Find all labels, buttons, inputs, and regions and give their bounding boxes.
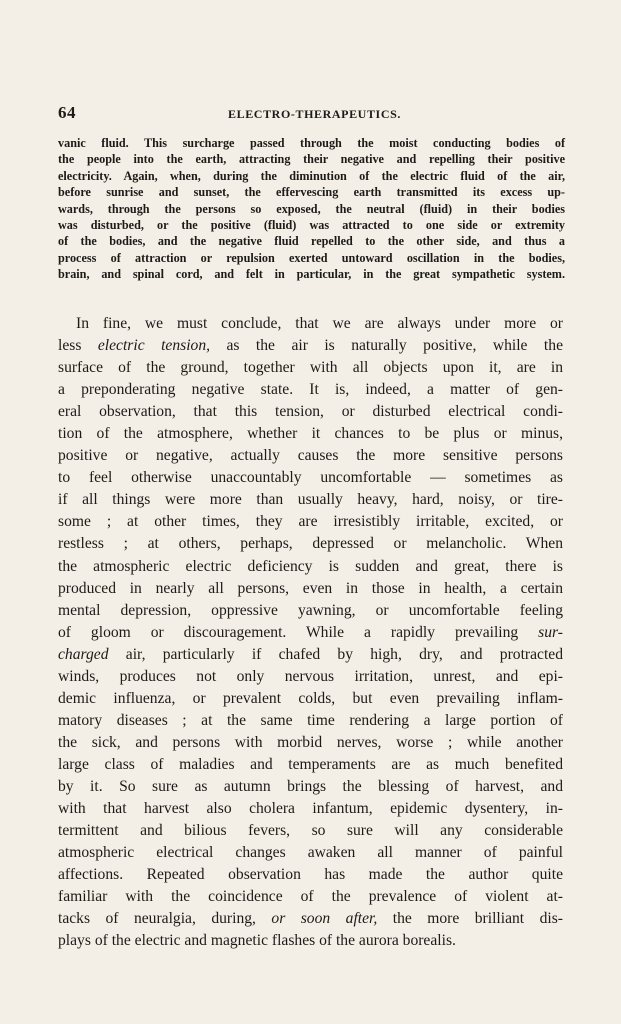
text-line: tion of the atmosphere, whether it chances to be plus or minus,	[58, 425, 563, 443]
main-paragraph	[58, 313, 563, 952]
small-type-paragraph	[58, 135, 565, 283]
text-run: of gloom or discouragement. While a rapidly prevailing	[58, 623, 539, 641]
text-line	[58, 644, 563, 666]
text-line: the people into the earth, attracting their negative and repelling their positive	[58, 152, 565, 167]
text-line: of the bodies, and the negative fluid repelled to the other side, and thus a	[58, 234, 565, 249]
text-line: with that harvest also cholera infantum, epidemic dysentery, in-	[58, 800, 563, 818]
italic-phrase: electric tension,	[97, 337, 211, 355]
text-line: some ; at other times, they are irresistibly irritable, excited, or	[58, 513, 563, 531]
text-line: before sunrise and sunset, the effervescing earth transmitted its excess up-	[58, 185, 565, 200]
text-line: familiar with the coincidence of the prevalence of violent at-	[58, 888, 563, 906]
text-line: the atmospheric electric deficiency is sudden and great, there is	[58, 557, 563, 575]
text-line	[58, 622, 563, 644]
text-line: electricity. Again, when, during the diminution of the electric fluid of the air,	[58, 168, 565, 183]
text-line	[58, 335, 563, 357]
text-line: process of attraction or repulsion exerted untoward oscillation in the bodies,	[58, 250, 565, 265]
text-line: the sick, and persons with morbid nerves, worse ; while another	[58, 733, 563, 751]
text-line: atmospheric electrical changes awaken all manner of painful	[58, 844, 563, 862]
text-line: brain, and spinal cord, and felt in particular, in the great sympathetic system.	[58, 267, 565, 282]
text-line: affections. Repeated observation has made the author quite	[58, 866, 563, 884]
text-line: restless ; at others, perhaps, depressed or melancholic. When	[58, 535, 563, 553]
text-line: demic influenza, or prevalent colds, but even prevailing inflam-	[58, 689, 563, 707]
italic-phrase: or soon after,	[271, 910, 378, 928]
text-run: tacks of neuralgia, during,	[58, 910, 272, 928]
running-title: ELECTRO-THERAPEUTICS.	[228, 107, 401, 121]
text-line: was disturbed, or the positive (fluid) was attracted to one side or extremity	[58, 218, 565, 233]
text-run: air, particularly if chafed by high, dry, and protracted	[108, 645, 563, 663]
text-line: positive or negative, actually causes the more sensitive persons	[58, 447, 563, 465]
text-line: winds, produces not only nervous irritation, unrest, and epi-	[58, 667, 563, 685]
text-line: mental depression, oppressive yawning, or uncomfortable feeling	[58, 601, 563, 619]
text-line: eral observation, that this tension, or disturbed electrical condi-	[58, 403, 563, 421]
text-line: termittent and bilious fevers, so sure will any considerable	[58, 822, 563, 840]
text-line: matory diseases ; at the same time rendering a large portion of	[58, 711, 563, 729]
page-number: 64	[58, 103, 76, 122]
text-line: if all things were more than usually heavy, hard, noisy, or tire-	[58, 491, 563, 509]
text-line: produced in nearly all persons, even in those in health, a certain	[58, 579, 563, 597]
text-line: wards, through the persons so exposed, the neutral (fluid) in their bodies	[58, 201, 565, 216]
italic-phrase: sur-	[538, 623, 563, 641]
text-line: large class of maladies and temperaments are as much benefited	[58, 755, 563, 773]
page-header	[58, 103, 563, 125]
text-line: to feel otherwise unaccountably uncomfortable — sometimes as	[58, 469, 563, 487]
text-run: less	[58, 337, 98, 355]
text-line: surface of the ground, together with all objects upon it, are in	[58, 359, 563, 377]
italic-phrase: charged	[58, 645, 109, 663]
text-line: by it. So sure as autumn brings the blessing of harvest, and	[58, 777, 563, 795]
text-run: as the air is naturally positive, while the	[210, 337, 563, 355]
text-run: the more brilliant dis-	[377, 910, 563, 928]
text-line: In fine, we must conclude, that we are always under more or	[76, 315, 563, 332]
text-line: vanic fluid. This surcharge passed through the moist conducting bodies of	[58, 136, 565, 150]
text-line	[58, 908, 563, 930]
text-line: plays of the electric and magnetic flashes of the aurora borealis.	[58, 932, 456, 950]
text-line: a preponderating negative state. It is, indeed, a matter of gen-	[58, 381, 563, 399]
